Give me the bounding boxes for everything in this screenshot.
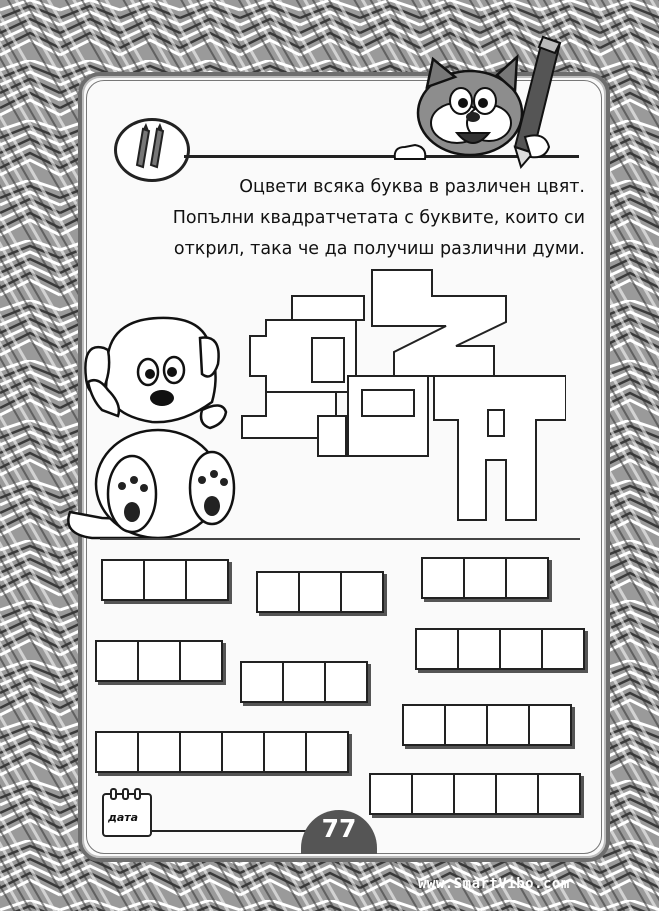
answer-row [95,640,223,682]
calendar-icon [102,793,152,837]
answer-box[interactable] [240,661,284,703]
answer-box[interactable] [495,773,539,815]
answer-box[interactable] [340,571,384,613]
answer-box[interactable] [143,559,187,601]
answer-box[interactable] [298,571,342,613]
answer-box[interactable] [137,731,181,773]
answer-box[interactable] [537,773,581,815]
page-number: 77 [321,814,357,843]
answer-row [369,773,581,815]
cat-with-pencil-illustration [385,35,585,170]
answer-box[interactable] [444,704,488,746]
date-label: дата [108,811,139,824]
answer-row [421,557,549,599]
answer-box[interactable] [528,704,572,746]
instructions [110,172,585,265]
answer-box[interactable] [179,640,223,682]
answer-box[interactable] [256,571,300,613]
answer-row [256,571,384,613]
answer-box[interactable] [324,661,368,703]
answer-box[interactable] [402,704,446,746]
answer-box[interactable] [541,628,585,670]
answer-box[interactable] [95,731,139,773]
answer-box[interactable] [415,628,459,670]
answer-box[interactable] [95,640,139,682]
instruction-line: открил, така че да получиш различни думи. [173,239,585,259]
answer-box[interactable] [179,731,223,773]
hidden-letters-puzzle [236,268,566,524]
answer-box[interactable] [411,773,455,815]
date-write-line[interactable] [152,830,307,832]
answer-box[interactable] [486,704,530,746]
instruction-line: Попълни квадратчетата с буквите, които си [172,208,585,228]
answer-row [402,704,572,746]
website-url: www.SmartVibo.com [418,876,570,892]
answer-box[interactable] [305,731,349,773]
answer-row [415,628,585,670]
answer-box[interactable] [185,559,229,601]
answer-box[interactable] [499,628,543,670]
separator-line [100,538,580,540]
answer-row [95,731,349,773]
answer-box[interactable] [221,731,265,773]
answer-box[interactable] [282,661,326,703]
answer-box[interactable] [101,559,145,601]
instruction-line: Оцвети всяка буква в различен цвят. [239,177,585,197]
answer-box[interactable] [421,557,465,599]
answer-box[interactable] [263,731,307,773]
answer-box[interactable] [453,773,497,815]
answer-row [240,661,368,703]
answer-box[interactable] [463,557,507,599]
puppy-illustration [62,312,242,544]
answer-box[interactable] [369,773,413,815]
answer-box[interactable] [457,628,501,670]
answer-row [101,559,229,601]
answer-box[interactable] [137,640,181,682]
answer-box[interactable] [505,557,549,599]
